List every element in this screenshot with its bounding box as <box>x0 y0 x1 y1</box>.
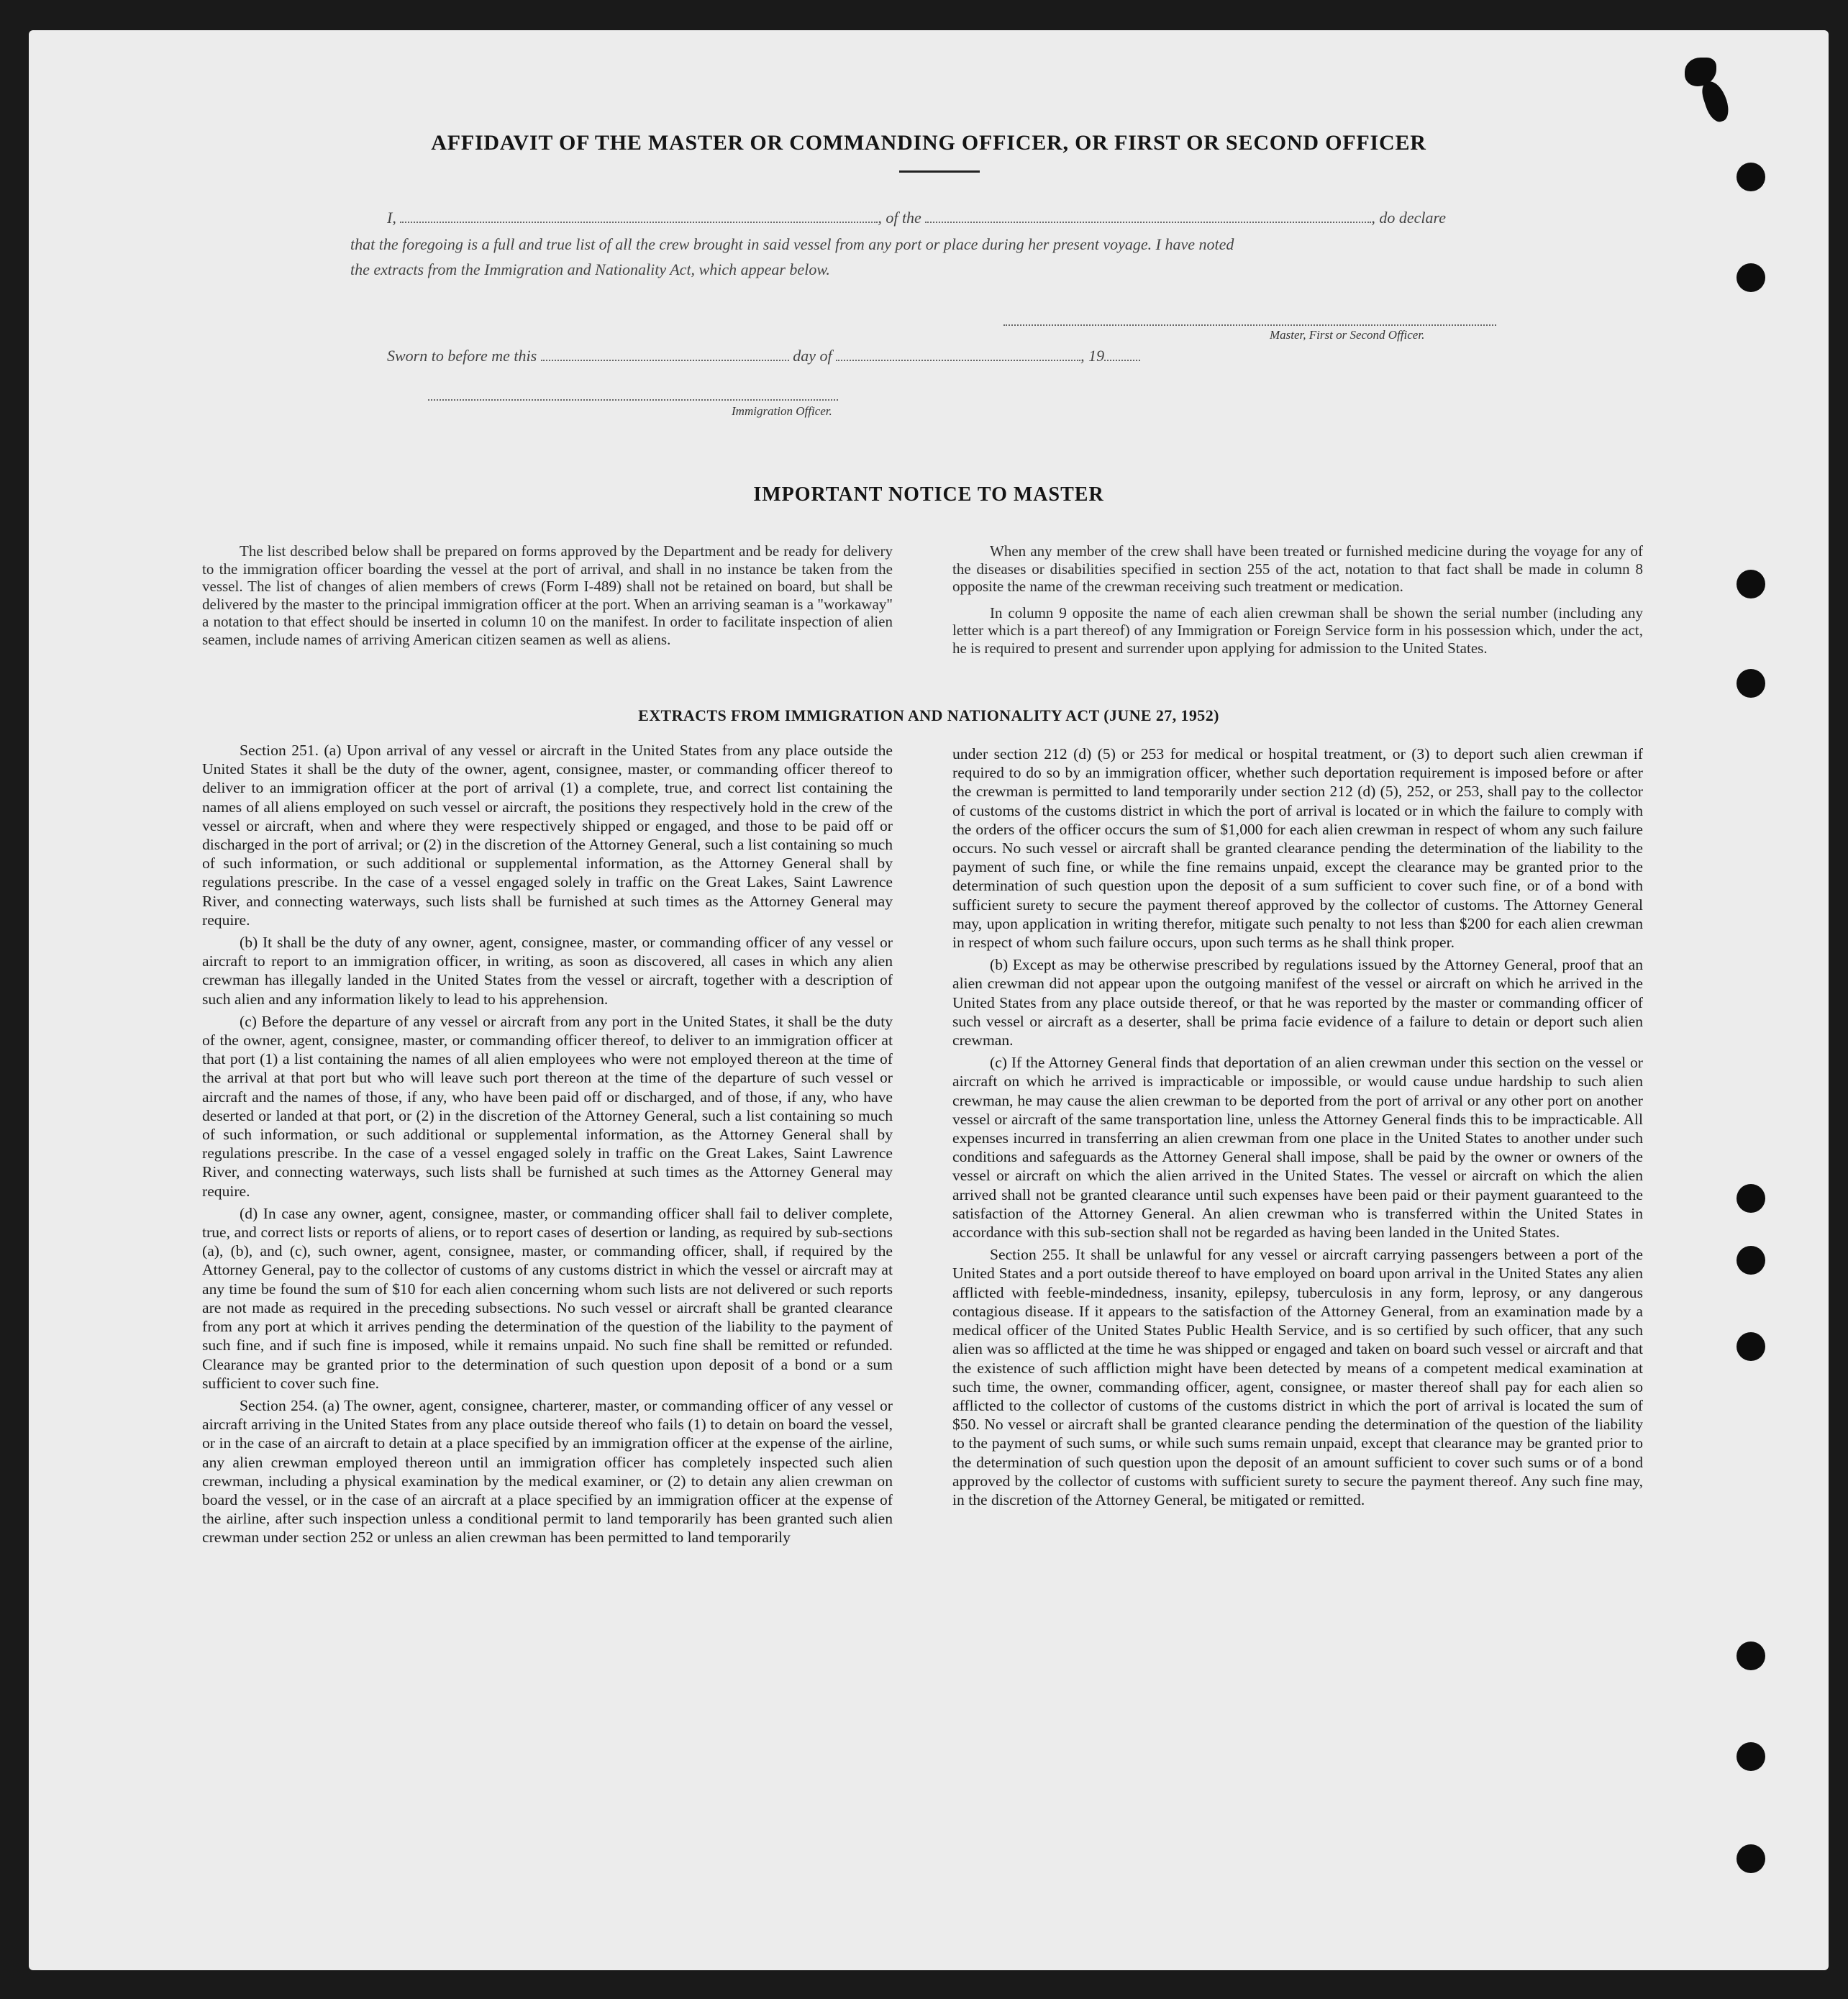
sworn-day-field[interactable] <box>541 357 789 361</box>
statement-line-2: the extracts from the Immigration and Nationality Act, which appear below. <box>350 260 830 278</box>
notice-paragraph: In column 9 opposite the name of each alien crewman shall be shown the serial number (including any letter which is a part thereof) of any Immigration or Foreign Service form in his possession which, under the act, he is required to present and surrender upon applying for admission to the United States. <box>952 604 1643 657</box>
binder-hole <box>1737 1641 1765 1670</box>
day-of-label: day of <box>793 347 832 365</box>
binder-hole <box>1737 1742 1765 1771</box>
notice-right-column <box>952 542 1643 665</box>
declare-prefix: I, <box>387 209 396 227</box>
section-254-c: (c) If the Attorney General finds that deportation of an alien crewman under this section on the vessel or aircraft on which he arrived is impracticable or impossible, or would cause undue hardship to such alien crewman, he may cause the alien crewman to be deported from the port of arrival or any other port on another vessel or aircraft of the same transportation line, unless the Attorney General finds this to be impracticable. All expenses incurred in transferring an alien crewman from one place in the United States to another under such conditions and safeguards as the Attorney General shall impose, shall be paid by the owner or owners of the vessel or aircraft on which the alien arrived in the United States. The vessel or aircraft on which the alien arrived shall not be granted clearance until such expenses have been paid or their payment guaranteed to the satisfaction of the Attorney General. An alien crewman who is transferred within the United States in accordance with this sub-section shall not be regarded as having been landed in the United States. <box>952 1054 1643 1242</box>
section-251-b: (b) It shall be the duty of any owner, agent, consignee, master, or commanding officer of any vessel or aircraft to report to an immigration officer, in writing, as soon as discovered, all cases in which any alien crewman has illegally landed in the United States from the vessel or aircraft, together with a description of such alien and any information likely to lead to his apprehension. <box>202 934 893 1008</box>
notice-left-column <box>202 542 893 657</box>
binder-hole <box>1737 163 1765 191</box>
declarant-name-field[interactable] <box>400 219 878 223</box>
notice-title: IMPORTANT NOTICE TO MASTER <box>753 483 1104 506</box>
year-prefix: , 19 <box>1080 347 1105 365</box>
section-254-a-continued: under section 212 (d) (5) or 253 for medical or hospital treatment, or (3) to deport such alien crewman if required to do so by an immigration officer, whether such deportation requirement is imposed before or after the crewman is permitted to land temporarily under section 212 (d) (5), 252, or 253, shall pay to the collector of customs of the customs district in which the port of arrival is located or in which the failure to comply with the orders of the officer occurs the sum of $1,000 for each alien crewman in respect of whom any such failure occurs. No such vessel or aircraft shall be granted clearance pending the determination of the liability to the payment of such fine, or while the fine remains unpaid, except the clearance may be granted prior to the determination of such question upon the deposit of a sum sufficient to cover such fine, or of a bond with sufficient surety to secure the payment thereof approved by the collector of customs. The Attorney General may, upon application in writing therefor, mitigate such penalty to not less than $200 for each alien crewman in respect of whom such failure occurs, upon such terms as he shall think proper. <box>952 745 1643 952</box>
section-254-a: Section 254. (a) The owner, agent, consignee, charterer, master, or commanding officer of any vessel or aircraft arriving in the United States from any place outside thereof who fails (1) to detain on board the vessel, or in the case of an aircraft to detain at a place specified by an immigration officer at the expense of the airline, any alien crewman employed thereon until an immigration officer has completely inspected such alien crewman, including a physical examination by the medical examiner, or (2) to detain any alien crewman on board the vessel, or in the case of an aircraft at a place specified by an immigration officer at the expense of the airline, after such inspection unless a conditional permit to land temporarily has been granted such alien crewman under section 252 or unless an alien crewman has been permitted to land temporarily <box>202 1396 893 1547</box>
document-page <box>29 30 1829 1970</box>
section-254-b: (b) Except as may be otherwise prescribed by regulations issued by the Attorney General, proof that an alien crewman did not appear upon the outgoing manifest of the vessel or aircraft on which he arrived in the United States from any place outside thereof, or that he was reported by the master or commanding officer of such vessel or aircraft as a deserter, shall be prima facie evidence of a failure to detain or deport such alien crewman. <box>952 956 1643 1049</box>
master-signature-label: Master, First or Second Officer. <box>1270 328 1425 342</box>
statement-line-1: that the foregoing is a full and true list of all the crew brought in said vessel from any port or place during her present voyage. I have noted <box>350 235 1234 253</box>
binder-hole <box>1737 263 1765 292</box>
extracts-title: EXTRACTS FROM IMMIGRATION AND NATIONALITY ACT (JUNE 27, 1952) <box>638 706 1219 724</box>
binder-hole <box>1737 1844 1765 1873</box>
section-251-c: (c) Before the departure of any vessel or aircraft from any port in the United States, it shall be the duty of the owner, agent, consignee, master, or commanding officer thereof, to deliver to an immigration officer at that port (1) a list containing the names of all alien employees who were not employed thereon at the time of the arrival at that port but who will leave such port thereon at the time of the departure of such vessel or aircraft and the names of those, if any, who have been paid off or discharged, and of those, if any, who have deserted or landed at that port, or (2) in the discretion of the Attorney General, such a list containing so much of such information, or such additional or supplemental information, as the Attorney General shall by regulations prescribe. In the case of a vessel engaged solely in traffic on the Great Lakes, Saint Lawrence River, and connecting waterways, such lists shall be furnished at such times as the Attorney General may require. <box>202 1012 893 1200</box>
sworn-year-field[interactable] <box>1104 357 1140 361</box>
of-the-label: , of the <box>878 209 921 227</box>
notice-paragraph: The list described below shall be prepared on forms approved by the Department and be ready for delivery to the immigration officer boarding the vessel at the port of arrival, and shall in no instance be taken from the vessel. The list of changes of alien members of crews (Form I-489) shall not be retained on board, but shall be delivered by the master to the principal immigration officer at the port. When an arriving seaman is a "workaway" a notation to that effect should be inserted in column 10 on the manifest. In order to facilitate inspection of alien seamen, include names of arriving American citizen seamen as well as aliens. <box>202 542 893 648</box>
extracts-left-column <box>202 741 893 1551</box>
notice-paragraph: When any member of the crew shall have been treated or furnished medicine during the voyage for any of the diseases or disabilities specified in section 255 of the act, notation to that fact shall be made in column 8 opposite the name of the crewman receiving such treatment or medication. <box>952 542 1643 595</box>
binder-hole <box>1737 1246 1765 1275</box>
vessel-name-field[interactable] <box>925 219 1371 223</box>
immigration-officer-signature-field[interactable] <box>428 398 838 401</box>
affidavit-title: AFFIDAVIT OF THE MASTER OR COMMANDING OFFICER, OR FIRST OR SECOND OFFICER <box>431 131 1426 155</box>
master-signature-field[interactable] <box>1003 323 1496 326</box>
sworn-month-field[interactable] <box>836 357 1080 361</box>
sworn-prefix: Sworn to before me this <box>387 347 537 365</box>
binder-hole <box>1737 570 1765 598</box>
declaration-line <box>387 209 1446 227</box>
do-declare-label: , do declare <box>1371 209 1446 227</box>
section-251-d: (d) In case any owner, agent, consignee, master, or commanding officer shall fail to deliver complete, true, and correct lists or reports of aliens, or to report cases of desertion or landing, as required by sub-sections (a), (b), and (c), such owner, agent, consignee, master, or commanding officer, shall, if required by the Attorney General, pay to the collector of customs of any customs district in which the vessel or aircraft may at any time be found the sum of $10 for each alien concerning whom such lists are not delivered or such reports are not made as required in the preceding subsections. No such vessel or aircraft shall be granted clearance from any port at which it arrives pending the determination of the question of the liability to the payment of such fine, and if such fine is imposed, while it remains unpaid. No such fine shall be remitted or refunded. Clearance may be granted prior to the determination of such question upon deposit of a bond or a sum sufficient to cover such fine. <box>202 1204 893 1392</box>
section-255: Section 255. It shall be unlawful for any vessel or aircraft carrying passengers between a port of the United States and a port outside thereof to have employed on board upon arrival in the United States any alien afflicted with feeble-mindedness, insanity, epilepsy, tuberculosis in any form, leprosy, or any dangerous contagious disease. If it appears to the satisfaction of the Attorney General, from an examination made by a medical officer of the United States Public Health Service, and is so certified by such officer, that any such alien was so afflicted at the time he was shipped or engaged and taken on board such vessel or aircraft and that the existence of such affliction might have been detected by means of a competent medical examination at such time, the owner, commanding officer, agent, consignee, or master thereof shall pay for each alien so afflicted to the collector of customs of the customs district in which the port of arrival is located the sum of $50. No vessel or aircraft shall be granted clearance pending the determination of the question of the liability to the payment of such sums, or while such sums remain unpaid, except that clearance may be granted prior to the determination of such question upon the deposit of an amount sufficient to cover such sums or of a bond approved by the collector of customs with sufficient surety to secure the payment thereof. Any such fine may, in the discretion of the Attorney General, be mitigated or remitted. <box>952 1246 1643 1508</box>
binder-hole <box>1737 669 1765 698</box>
binder-hole <box>1737 1332 1765 1361</box>
sworn-line <box>387 347 1140 365</box>
torn-corner-mark <box>1699 78 1732 124</box>
title-underline <box>899 170 980 173</box>
immigration-officer-label: Immigration Officer. <box>732 404 832 418</box>
extracts-right-column <box>952 744 1643 1513</box>
section-251-a: Section 251. (a) Upon arrival of any vessel or aircraft in the United States from any place outside the United States it shall be the duty of the owner, agent, consignee, master, or commanding officer thereof to deliver to an immigration officer at the port of arrival (1) a complete, true, and correct list containing the names of all aliens employed on such vessel or aircraft, the positions they respectively hold in the crew of the vessel or aircraft, when and where they were respectively shipped or engaged, and those to be paid off or discharged in the port of arrival; or (2) in the discretion of the Attorney General, such a list containing so much of such information, or such additional or supplemental information, as the Attorney General shall by regulations prescribe. In the case of a vessel engaged solely in traffic on the Great Lakes, Saint Lawrence River, and connecting waterways, such lists shall be furnished at such times as the Attorney General may require. <box>202 742 893 929</box>
binder-hole <box>1737 1184 1765 1213</box>
